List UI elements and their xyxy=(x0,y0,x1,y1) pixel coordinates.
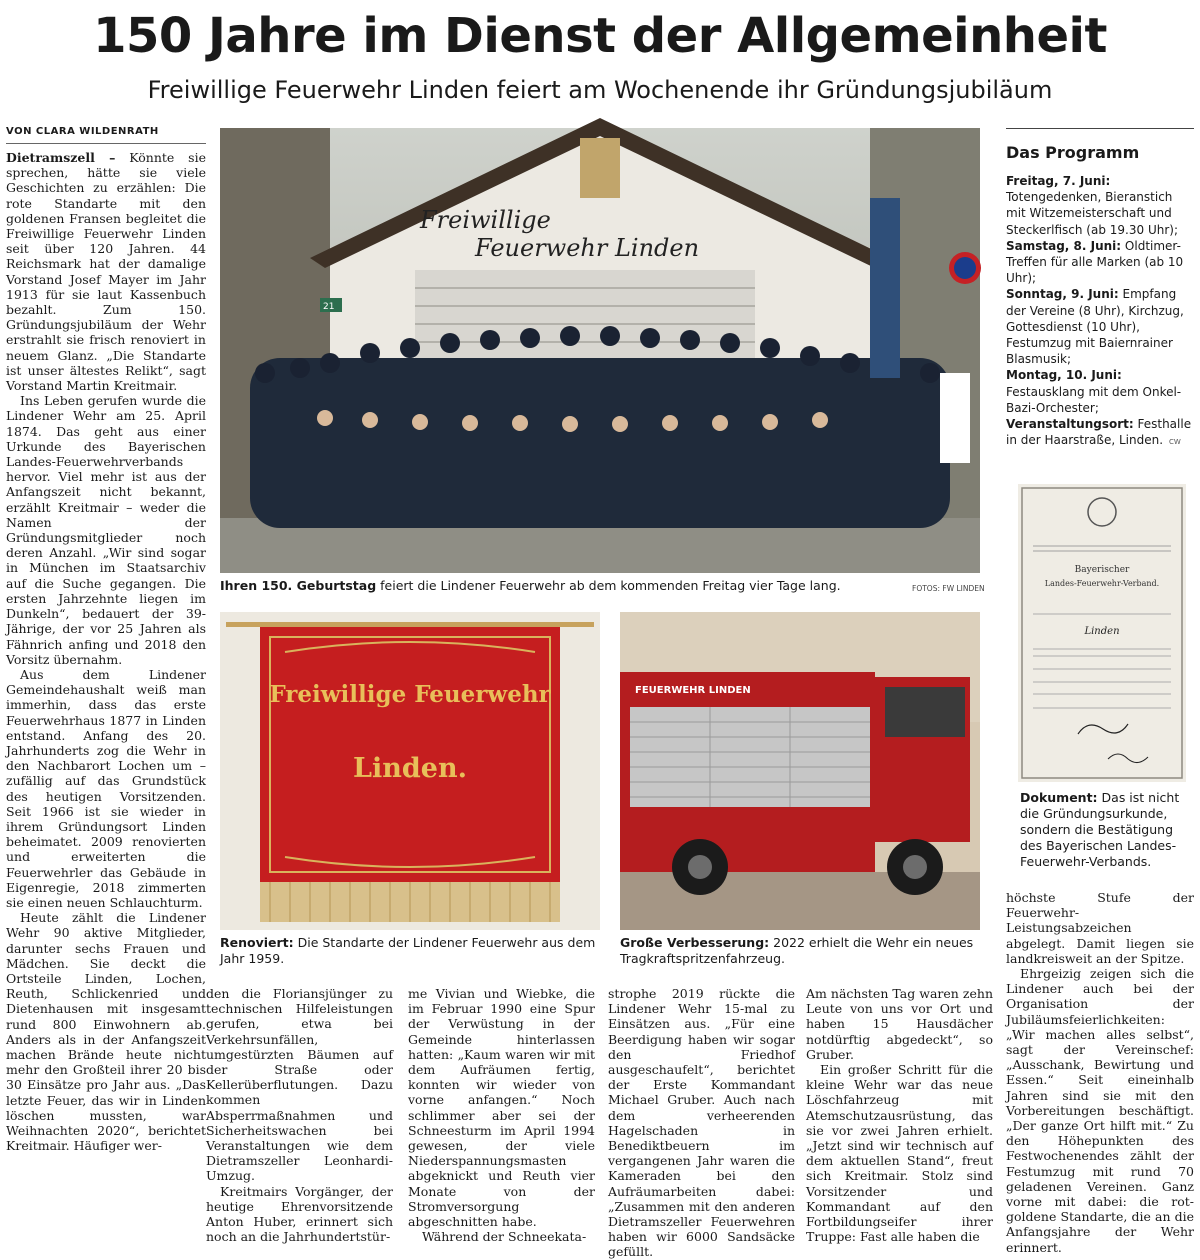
document-title-line1: Bayerischer xyxy=(1074,565,1130,575)
paragraph: den die Floriansjünger zu technischen Hilfeleistungen gerufen, etwa bei Verkehrsunfällen, umgestürzten Bäumen auf der Straße oder Kellerüberflutungen. Dazu kommen Absperrmaßnahmen und Sicherheitswachen bei Veranstaltungen wie dem Dietramszeller Leonhardi-Umzug. xyxy=(206,986,393,1184)
paragraph: strophe 2019 rückte die Lindener Wehr 15-mal zu Einsätzen aus. „Für eine Beerdigung haben wir sogar den Friedhof ausgeschaufelt“, berichtet der Erste Kommandant Michael Gruber. Auch nach dem verheerenden Hagelschaden in Benediktbeuern im vergangenen Jahr waren die Kameraden bei den Aufräumarbeiten dabei: „Zusammen mit den anderen Dietramszeller Feuerwehren haben wir 6000 Sandsäcke gefüllt. xyxy=(608,986,795,1260)
article-column-5 xyxy=(806,986,993,1244)
paragraph: höchste Stufe der Feuerwehr-Leistungsabzeichen abgelegt. Damit liegen sie landkreisweit an der Spitze. xyxy=(1006,890,1194,966)
paragraph: Dietramszell – Könnte sie sprechen, hätte sie viele Geschichten zu erzählen: Die rote Standarte mit den goldenen Fransen begleitet die Freiwillige Feuerwehr Linden seit über 120 Jahren. 44 Reichsmark hat der damalige Vorstand Josef Mayer im Jahr 1913 für sie laut Kassenbuch bezahlt. Zum 150. Gründungsjubiläum der Wehr erstrahlt sie frisch renoviert in neuem Glanz. „Die Standarte ist unser ältestes Relikt“, sagt Vorstand Martin Kreitmair. xyxy=(6,150,206,394)
dateline: Dietramszell – xyxy=(6,150,116,165)
group-photo xyxy=(220,128,980,573)
truck-label: FEUERWEHR LINDEN xyxy=(635,685,751,696)
paragraph: Heute zählt die Lindener Wehr 90 aktive Mitglieder, darunter sechs Frauen und Mädchen. Sie deckt die Ortsteile Linden, Lochen, Reuth, Schlickenried und Dietenhausen mit insgesamt rund 800 Einwohnern ab. Anders als in der Anfangszeit machen Brände heute nicht mehr den Großteil ihrer 20 bis 30 Einsätze pro Jahr aus. „Das letzte Feuer, das wir in Linden löschen mussten, war Weihnachten 2020“, berichtet Kreitmair. Häufiger wer- xyxy=(6,910,206,1154)
banner-image xyxy=(220,612,600,930)
article-column-4 xyxy=(608,986,795,1260)
article-column-6 xyxy=(1006,890,1194,1255)
truck-image xyxy=(620,612,980,930)
sidebar-title: Das Programm xyxy=(1006,143,1140,162)
group-photo-image xyxy=(220,128,980,573)
photo-credit: FOTOS: FW LINDEN xyxy=(912,584,985,593)
banner-photo xyxy=(220,612,600,930)
program-item: Samstag, 8. Juni: Oldtimer-Treffen für alle Marken (ab 10 Uhr); xyxy=(1006,238,1184,286)
byline: VON CLARA WILDENRATH xyxy=(6,126,206,144)
paragraph: me Vivian und Wiebke, die im Februar 1990 eine Spur der Verwüstung in der Gemeinde hinterlassen hatten: „Kaum waren wir mit dem Aufräumen fertig, konnten wir wieder von vorne anfangen.“ Noch schlimmer aber sei der Schneesturm im April 1994 gewesen, der viele Niederspannungsmasten abgeknickt und Reuth vier Monate von der Stromversorgung abgeschnitten habe. xyxy=(408,986,595,1230)
paragraph: Während der Schneekata- xyxy=(422,1229,587,1245)
paragraph: Ins Leben gerufen wurde die Lindener Wehr am 25. April 1874. Das geht aus einer Urkunde des Bayerischen Landes-Feuerwehrverbands hervor. Viel mehr ist aus der Anfangszeit nicht bekannt, erzählt Kreitmair – weder die Namen der Gründungsmitglieder noch deren Anzahl. „Wir sind sogar in München im Staatsarchiv auf die Suche gegangen. Die ersten Jahrzehnte liegen im Dunkeln“, bedauert der 39-Jährige, der vor 25 Jahren als Fähnrich anfing und 2018 den Vorsitz übernahm. xyxy=(6,393,206,667)
document-name: Linden xyxy=(1084,626,1120,637)
program-sidebar xyxy=(1006,128,1194,450)
banner-text-line1: Freiwillige Feuerwehr xyxy=(269,681,551,708)
article-column-3 xyxy=(408,986,595,1244)
paragraph: Am nächsten Tag waren zehn Leute von uns vor Ort und haben 15 Hausdächer notdürftig abgedeckt“, so Gruber. xyxy=(806,986,993,1062)
paragraph: Aus dem Lindener Gemeindehaushalt weiß man immerhin, dass das erste Feuerwehrhaus 1877 in Linden entstand. Anfang des 20. Jahrhunderts zog die Wehr in den Nachbarort Lochen um – zufällig auf das Grundstück des heutigen Vorsitzenden. Seit 1966 ist sie wieder in ihrem Gründungsort Linden beheimatet. 2009 renovierten und erweiterten die Feuerwehrler das Gebäude in Eigenregie, 2018 zimmerten sie einen neuen Schlauchturm. xyxy=(6,666,206,910)
program-item: Sonntag, 9. Juni: Empfang der Vereine (8 Uhr), Kirchzug, Gottesdienst (10 Uhr), Festumzug mit Baiernrainer Blasmusik; xyxy=(1006,287,1184,367)
paragraph: Ein großer Schritt für die kleine Wehr war das neue Löschfahrzeug mit Atemschutzausrüstung, das sie vor zwei Jahren erhielt. „Jetzt sind wir technisch auf dem aktuellen Stand“, freut sich Kreitmair. Stolz sind Vorsitzender und Kommandant auf den Fortbildungseifer ihrer Truppe: Fast alle haben die xyxy=(806,1062,993,1245)
truck-photo-caption: Große Verbesserung: 2022 erhielt die Wehr ein neues Tragkraftspritzenfahrzeug. xyxy=(620,935,974,966)
program-list xyxy=(1006,173,1194,450)
paragraph: Ehrgeizig zeigen sich die Lindener auch bei der Organisation der Jubiläumsfeierlichkeiten: „Wir machen alles selbst“, sagt der Vereinschef: „Ausschank, Bewirtung und Essen.“ Seit eineinhalb Jahren sind sie mit den Vorbereitungen beschäftigt. „Der ganze Ort hilft mit.“ Zu den Höhepunkten des Festwochenendes zählt der Festumzug mit rund 70 geladenen Vereinen. Ganz vorne mit dabei: die rot-goldene Standarte, die an die Anfangsjahre der Wehr erinnert. xyxy=(1006,966,1194,1255)
document-photo xyxy=(1018,484,1186,782)
author-initials: CW xyxy=(1169,438,1181,447)
program-item: Veranstaltungsort: Festhalle in der Haarstraße, Linden. CW xyxy=(1006,417,1192,448)
paragraph: Kreitmairs Vorgänger, der heutige Ehrenvorsitzende Anton Huber, erinnert sich noch an die Jahrhundertstür- xyxy=(206,1183,393,1245)
document-image xyxy=(1018,484,1186,782)
sign-line2: Feuerwehr Linden xyxy=(475,234,700,262)
house-number: 21 xyxy=(323,302,335,312)
document-title-line2: Landes-Feuerwehr-Verband. xyxy=(1044,579,1160,588)
group-photo-caption: Ihren 150. Geburtstag feiert die Lindener Feuerwehr ab dem kommenden Freitag vier Tage lang. xyxy=(220,578,841,593)
program-item: Montag, 10. Juni: Festausklang mit dem Onkel-Bazi-Orchester; xyxy=(1006,368,1182,415)
subheadline: Freiwillige Feuerwehr Linden feiert am Wochenende ihr Gründungsjubiläum xyxy=(147,76,1053,104)
program-item: Freitag, 7. Juni: Totengedenken, Bieranstich mit Witzemeisterschaft und Steckerlfisch (ab 19.30 Uhr); xyxy=(1006,174,1178,237)
article-column-1 xyxy=(6,150,206,1153)
headline: 150 Jahre im Dienst der Allgemeinheit xyxy=(93,8,1107,64)
document-photo-caption: Dokument: Das ist nicht die Gründungsurkunde, sondern die Bestätigung des Bayerischen Landes-Feuerwehr-Verbands. xyxy=(1020,790,1180,869)
sign-line1: Freiwillige xyxy=(420,206,551,234)
article-column-2 xyxy=(206,986,393,1244)
banner-text-line2: Linden. xyxy=(353,753,467,784)
banner-photo-caption: Renoviert: Die Standarte der Lindener Feuerwehr aus dem Jahr 1959. xyxy=(220,935,596,966)
truck-photo xyxy=(620,612,980,930)
